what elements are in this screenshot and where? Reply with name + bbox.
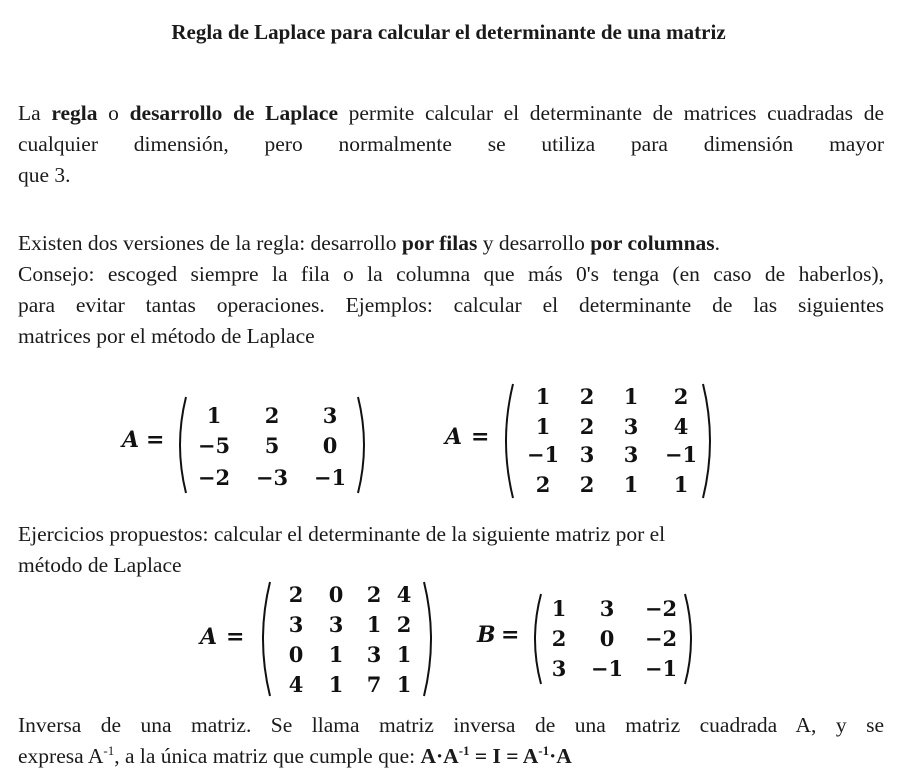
- example-matrix-a-3x3: A = 1 2 3 −5 5 0 −2 −3 −1: [122, 395, 382, 495]
- left-parenthesis: [497, 382, 515, 500]
- exercise-matrix-b: B = 1 3 −2 2 0 −2 3 −1 −1: [477, 592, 707, 686]
- matrix-cell: 2: [366, 582, 382, 607]
- right-parenthesis: [422, 580, 440, 698]
- matrix-cell: −1: [526, 442, 560, 467]
- matrix-cell: 3: [623, 442, 639, 467]
- matrix-cell: −1: [664, 442, 698, 467]
- matrix-cell: 4: [396, 582, 412, 607]
- matrix-cell: 1: [328, 642, 344, 667]
- matrix-cell: 3: [328, 612, 344, 637]
- matrix-cell: 2: [264, 403, 280, 428]
- exercise-matrix-a: A = 2 0 2 4 3 3 1 2 0 1 3 1 4 1 7 1: [200, 580, 450, 698]
- matrix-cell: −3: [255, 465, 289, 490]
- matrix-cell: 1: [535, 414, 551, 439]
- matrix-cell: 7: [366, 672, 382, 697]
- matrix-cell: 1: [206, 403, 222, 428]
- matrix-cell: 1: [328, 672, 344, 697]
- matrix-cell: −1: [644, 656, 678, 681]
- matrix-label: A: [445, 424, 463, 450]
- matrix-cell: 0: [328, 582, 344, 607]
- matrix-label: A: [122, 427, 140, 453]
- matrix-cell: 3: [366, 642, 382, 667]
- matrix-cell: 1: [551, 596, 567, 621]
- right-parenthesis: [356, 395, 372, 495]
- intro-paragraph: La regla o desarrollo de Laplace permite calcular el determinante de matrices cuadradas de cualquier dimensión, pero normalmente se utiliza para dimensión mayor que 3.: [18, 101, 884, 187]
- matrix-cell: 3: [551, 656, 567, 681]
- matrix-cell: 2: [579, 414, 595, 439]
- matrix-cell: 4: [288, 672, 304, 697]
- matrix-cell: 4: [673, 414, 689, 439]
- matrix-cell: 1: [623, 472, 639, 497]
- matrix-cell: −1: [590, 656, 624, 681]
- matrix-cell: 0: [599, 626, 615, 651]
- matrix-cell: 1: [623, 384, 639, 409]
- matrix-cell: 0: [288, 642, 304, 667]
- matrix-label: A: [200, 624, 218, 650]
- matrix-cell: 3: [623, 414, 639, 439]
- matrix-label: B: [477, 622, 496, 648]
- matrix-cell: 3: [288, 612, 304, 637]
- matrix-cell: 0: [322, 433, 338, 458]
- left-parenthesis: [254, 580, 272, 698]
- matrix-cell: 1: [673, 472, 689, 497]
- inverse-paragraph: Inversa de una matriz. Se llama matriz inversa de una matriz cuadrada A, y se expresa $A^{-1}$, a la única matriz que cumple que: $A\cdot A^{-1} = I = A^{-1}\cdot A$: [18, 713, 884, 768]
- matrix-cell: −5: [197, 433, 231, 458]
- exercises-paragraph: Ejercicios propuestos: calcular el determinante de la siguiente matriz por el método de Laplace: [18, 522, 666, 577]
- matrix-cell: 3: [599, 596, 615, 621]
- matrix-cell: −1: [313, 465, 347, 490]
- matrix-cell: 1: [366, 612, 382, 637]
- matrix-cell: 2: [288, 582, 304, 607]
- matrix-cell: 2: [396, 612, 412, 637]
- matrix-cell: 2: [673, 384, 689, 409]
- matrix-cell: 1: [396, 642, 412, 667]
- matrix-cell: 3: [322, 403, 338, 428]
- matrix-cell: 1: [396, 672, 412, 697]
- right-parenthesis: [683, 592, 699, 686]
- left-parenthesis: [172, 395, 188, 495]
- matrix-cell: −2: [644, 626, 678, 651]
- matrix-cell: 2: [579, 384, 595, 409]
- matrix-cell: 2: [579, 472, 595, 497]
- matrix-cell: 1: [535, 384, 551, 409]
- matrix-cell: 2: [551, 626, 567, 651]
- page-title: Regla de Laplace para calcular el determinante de una matriz: [171, 20, 726, 44]
- matrix-cell: 5: [264, 433, 280, 458]
- versions-paragraph: Existen dos versiones de la regla: desarrollo por filas y desarrollo por columnas. Consejo: escoged siempre la fila o la columna que más 0's tenga (en caso de haberlos), para evitar tantas operaciones. Ejemplos: calcular el determinante de las siguientes matrices por el método de Laplace: [18, 231, 884, 348]
- matrix-cell: 3: [579, 442, 595, 467]
- example-matrix-a-4x4: A = 1 2 1 2 1 2 3 4 −1 3 3 −1 2 2 1 1: [445, 382, 725, 500]
- matrix-cell: 2: [535, 472, 551, 497]
- matrix-cell: −2: [197, 465, 231, 490]
- matrix-cell: −2: [644, 596, 678, 621]
- right-parenthesis: [701, 382, 719, 500]
